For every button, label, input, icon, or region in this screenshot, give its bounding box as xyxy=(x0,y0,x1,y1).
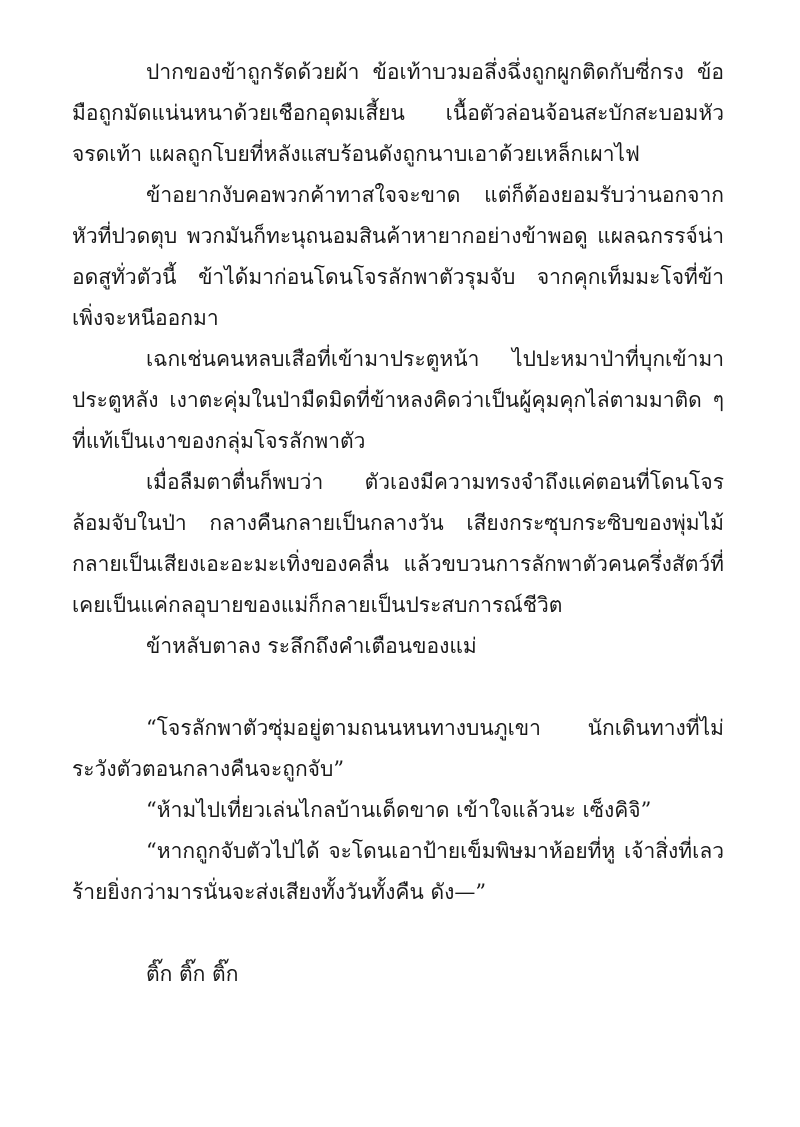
paragraph-1: ปากของข้าถูกรัดด้วยผ้า ข้อเท้าบวมอลึ่งฉึ่งถูกผูกติดกับซี่กรง ข้อมือถูกมัดแน่นหนาด้วยเชือกอุดมเสี้ยน เนื้อตัวล่อนจ้อนสะบักสะบอมหัวจรดเท้า แผลถูกโบยที่หลังแสบร้อนดังถูกนาบเอาด้วยเหล็กเผาไฟ xyxy=(72,60,724,166)
paragraph-2: ข้าอยากงับคอพวกค้าทาสใจจะขาด แต่ก็ต้องยอมรับว่านอกจากหัวที่ปวดตุบ พวกมันก็ทะนุถนอมสินค้าหายากอย่างข้าพอดู แผลฉกรรจ์น่าอดสูทั่วตัวนี้ ข้าได้มาก่อนโดนโจรลักพาตัวรุมจับ จากคุกเท็มมะโจที่ข้าเพิ่งจะหนีออกมา xyxy=(72,183,724,330)
blank-line xyxy=(72,667,724,708)
quote-1: “โจรลักพาตัวซุ่มอยู่ตามถนนหนทางบนภูเขา นักเดินทางที่ไม่ระวังตัวตอนกลางคืนจะถูกจับ” xyxy=(72,716,724,781)
quote-2: “ห้ามไปเที่ยวเล่นไกลบ้านเด็ดขาด เข้าใจแล้วนะ เซ็งคิจิ” xyxy=(146,798,652,822)
blank-line xyxy=(72,913,724,954)
paragraph-4: เมื่อลืมตาตื่นก็พบว่า ตัวเองมีความทรงจำถึงแค่ตอนที่โดนโจรล้อมจับในป่า กลางคืนกลายเป็นกลางวัน เสียงกระซุบกระซิบของพุ่มไม้กลายเป็นเสียงเอะอะมะเทิ่งของคลื่น แล้วขบวนการลักพาตัวคนครึ่งสัตว์ที่เคยเป็นแค่กลอุบายของแม่ก็กลายเป็นประสบการณ์ชีวิต xyxy=(72,470,724,617)
document-page xyxy=(72,52,724,995)
paragraph-5: ข้าหลับตาลง ระลึกถึงคำเตือนของแม่ xyxy=(146,634,477,658)
quote-3: “หากถูกจับตัวไปได้ จะโดนเอาป้ายเข็มพิษมาห้อยที่หู เจ้าสิ่งที่เลวร้ายยิ่งกว่ามารนั่นจะส่งเสียงทั้งวันทั้งคืน ดัง—” xyxy=(72,839,724,904)
paragraph-3: เฉกเช่นคนหลบเสือที่เข้ามาประตูหน้า ไปปะหมาป่าที่บุกเข้ามาประตูหลัง เงาตะคุ่มในป่ามืดมิดที่ข้าหลงคิดว่าเป็นผู้คุมคุกไล่ตามมาติด ๆ ที่แท้เป็นเงาของกลุ่มโจรลักพาตัว xyxy=(72,347,724,453)
sound-effect-line: ติ๊ก ติ๊ก ติ๊ก xyxy=(146,962,239,986)
